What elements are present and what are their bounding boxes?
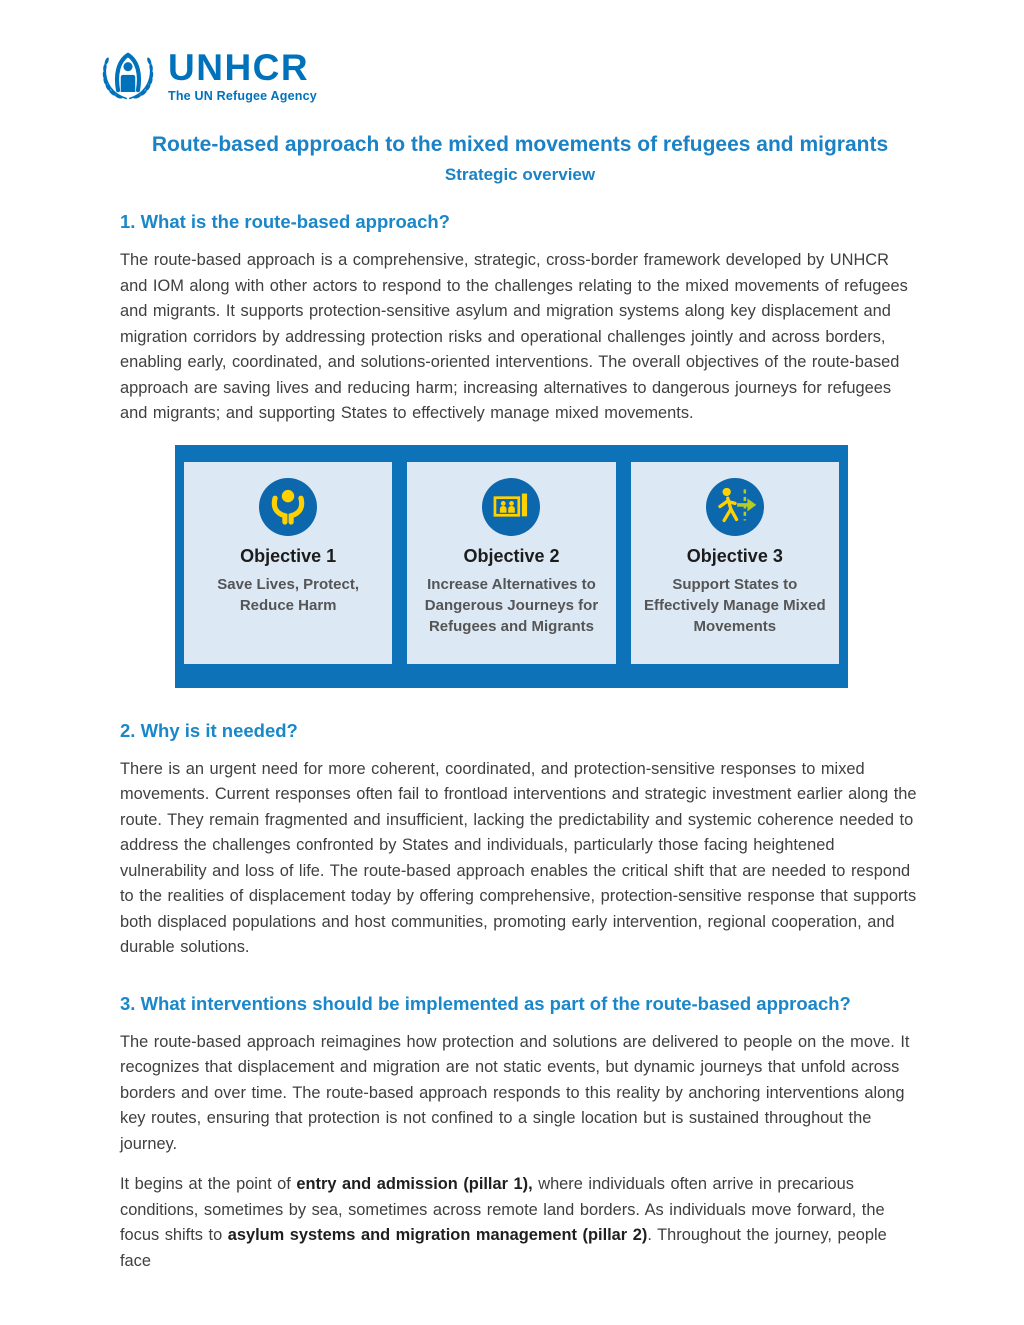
objectives-panel bbox=[175, 445, 848, 688]
objective-card-3 bbox=[631, 462, 839, 664]
section-3-paragraph-2: It begins at the point of entry and admission (pillar 1), where individuals often arrive in precarious conditions, sometimes by sea, sometimes across remote land borders. As individuals move forward, the focus shifts to asylum systems and migration management (pillar 2). Throughout the journey, people face bbox=[120, 1175, 887, 1270]
section-2-paragraph: There is an urgent need for more coherent, coordinated, and protection-sensitive responses to mixed movements. Current responses often fail to frontload interventions and strategic investment earlier along the route. They remain fragmented and insufficient, lacking the predictability and systemic coherence needed to address the challenges confronted by States and individuals, particularly those facing heightened vulnerability and loss of life. The route-based approach enables the critical shift that are needed to respond to the realities of displacement today by offering comprehensive, protection-sensitive response that supports both displaced populations and host communities, promoting early intervention, regional cooperation, and durable solutions. bbox=[120, 759, 917, 956]
section-3-heading: 3. What interventions should be implemented as part of the route-based approach? bbox=[120, 992, 851, 1014]
objective-card-1 bbox=[184, 462, 392, 664]
section-1-paragraph: The route-based approach is a comprehensive, strategic, cross-border framework developed by UNHCR and IOM along with other actors to respond to the challenges relating to the mixed movements of refugees and migrants. It supports protection-sensitive asylum and migration systems along key displacement and migration corridors by addressing protection risks and operational challenges jointly and across borders, enabling early, coordinated, and solutions-oriented interventions. The overall objectives of the route-based approach are saving lives and reducing harm; increasing alternatives to dangerous journeys for refugees and migrants; and supporting States to effectively manage mixed movements. bbox=[120, 251, 908, 422]
section-1-heading: 1. What is the route-based approach? bbox=[120, 211, 450, 232]
objective-title: Objective 1 bbox=[240, 545, 337, 566]
objective-description: Save Lives, Protect, Reduce Harm bbox=[217, 575, 360, 614]
objective-title: Objective 2 bbox=[463, 545, 560, 566]
section-3-paragraph-1: The route-based approach reimagines how protection and solutions are delivered to people on the move. It recognizes that displacement and migration are not static events, but dynamic journeys that unfold across borders and over time. The route-based approach responds to this reality by anchoring interventions along key routes, ensuring that protection is not confined to a single location but is sustained throughout the journey. bbox=[120, 1032, 910, 1153]
hands-cradling-person-icon bbox=[259, 478, 317, 536]
objective-card-2 bbox=[407, 462, 615, 664]
page-subtitle: Strategic overview bbox=[444, 165, 596, 184]
person-route-arrow-icon bbox=[706, 478, 764, 536]
people-options-board-icon bbox=[482, 478, 540, 536]
objective-description: Increase Alternatives to Dangerous Journeys for Refugees and Migrants bbox=[424, 575, 599, 635]
logo-tagline-text: The UN Refugee Agency bbox=[168, 88, 317, 103]
section-2-heading: 2. Why is it needed? bbox=[120, 719, 298, 741]
page-title: Route-based approach to the mixed movements of refugees and migrants bbox=[151, 133, 889, 156]
objective-title: Objective 3 bbox=[686, 545, 783, 566]
logo-brand-text: UNHCR bbox=[168, 46, 310, 88]
unhcr-emblem-icon bbox=[98, 44, 158, 107]
unhcr-logo bbox=[98, 44, 1024, 107]
objective-description: Support States to Effectively Manage Mixed Movements bbox=[643, 575, 826, 635]
